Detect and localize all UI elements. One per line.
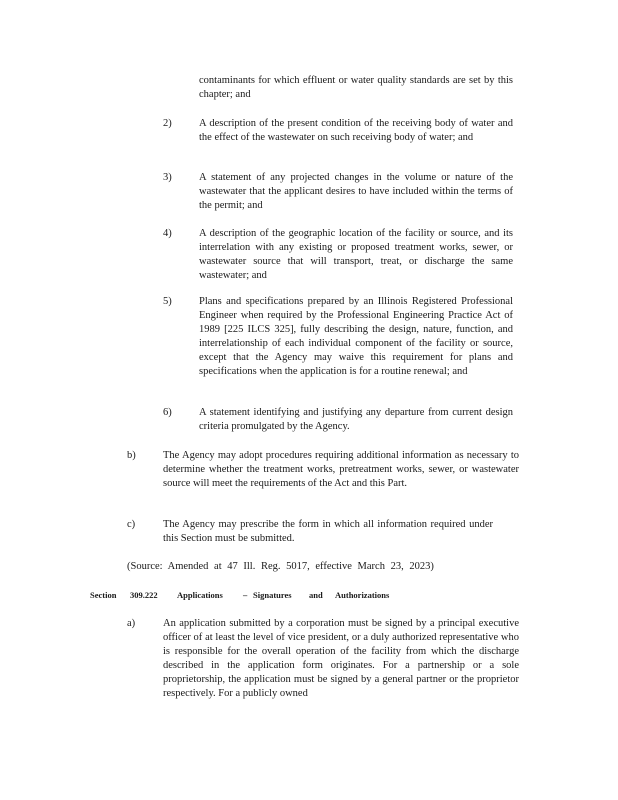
item-2-label: 2) bbox=[163, 118, 172, 129]
item-6-text: A statement identifying and justifying any departure from current design criteria promulgated by the Agency. bbox=[199, 407, 513, 432]
section-title-signatures: Signatures bbox=[253, 590, 292, 600]
section-a-text: An application submitted by a corporation must be signed by a principal executive officer of at least the level of vice president, or a duly authorized representative who is responsible for the overall operation of the facility from which the discharge described in the application form originates. For a partnership or a sole proprietorship, the application must be signed by a general partner or the proprietor respectively. For a publicly owned bbox=[163, 618, 519, 699]
section-title-applications: Applications bbox=[177, 590, 223, 600]
item-c-label: c) bbox=[127, 519, 136, 530]
section-title-dash: – bbox=[243, 590, 248, 600]
section-number: 309.222 bbox=[130, 590, 158, 600]
section-a-label: a) bbox=[127, 618, 136, 629]
item-5-text: Plans and specifications prepared by an Illinois Registered Professional Engineer when required by the Professional Engineering Practice Act of 1989 [225 ILCS 325], fully describing the design, nature, function, and interrelationship of each individual component of the facility or source, except that the Agency may waive this requirement for plans and specifications when the application is for a routine renewal; and bbox=[199, 296, 513, 377]
item-4-text: A description of the geographic location of the facility or source, and its interrelation with any existing or proposed treatment works, sewer, or wastewater source that will transport, treat, or discharge the same wastewater; and bbox=[199, 228, 513, 281]
item-5-label: 5) bbox=[163, 296, 172, 307]
section-title-and: and bbox=[309, 590, 323, 600]
continuation-paragraph: contaminants for which effluent or water quality standards are set by this chapter; and bbox=[199, 75, 513, 100]
item-2-text: A description of the present condition of the receiving body of water and the effect of the wastewater on such receiving body of water; and bbox=[199, 118, 513, 143]
item-6-label: 6) bbox=[163, 407, 172, 418]
section-title-authorizations: Authorizations bbox=[335, 590, 390, 600]
item-3-label: 3) bbox=[163, 172, 172, 183]
item-3-text: A statement of any projected changes in the volume or nature of the wastewater that the applicant desires to have included within the terms of the permit; and bbox=[199, 172, 513, 211]
source-note: (Source: Amended at 47 Ill. Reg. 5017, effective March 23, 2023) bbox=[127, 561, 434, 572]
item-c-text: The Agency may prescribe the form in which all information required under this Section must be submitted. bbox=[163, 519, 493, 544]
item-b-text: The Agency may adopt procedures requiring additional information as necessary to determine whether the treatment works, pretreatment works, sewer, or wastewater source will meet the requirements of the Act and this Part. bbox=[163, 450, 519, 489]
section-word: Section bbox=[90, 590, 117, 600]
item-b-label: b) bbox=[127, 450, 136, 461]
item-4-label: 4) bbox=[163, 228, 172, 239]
